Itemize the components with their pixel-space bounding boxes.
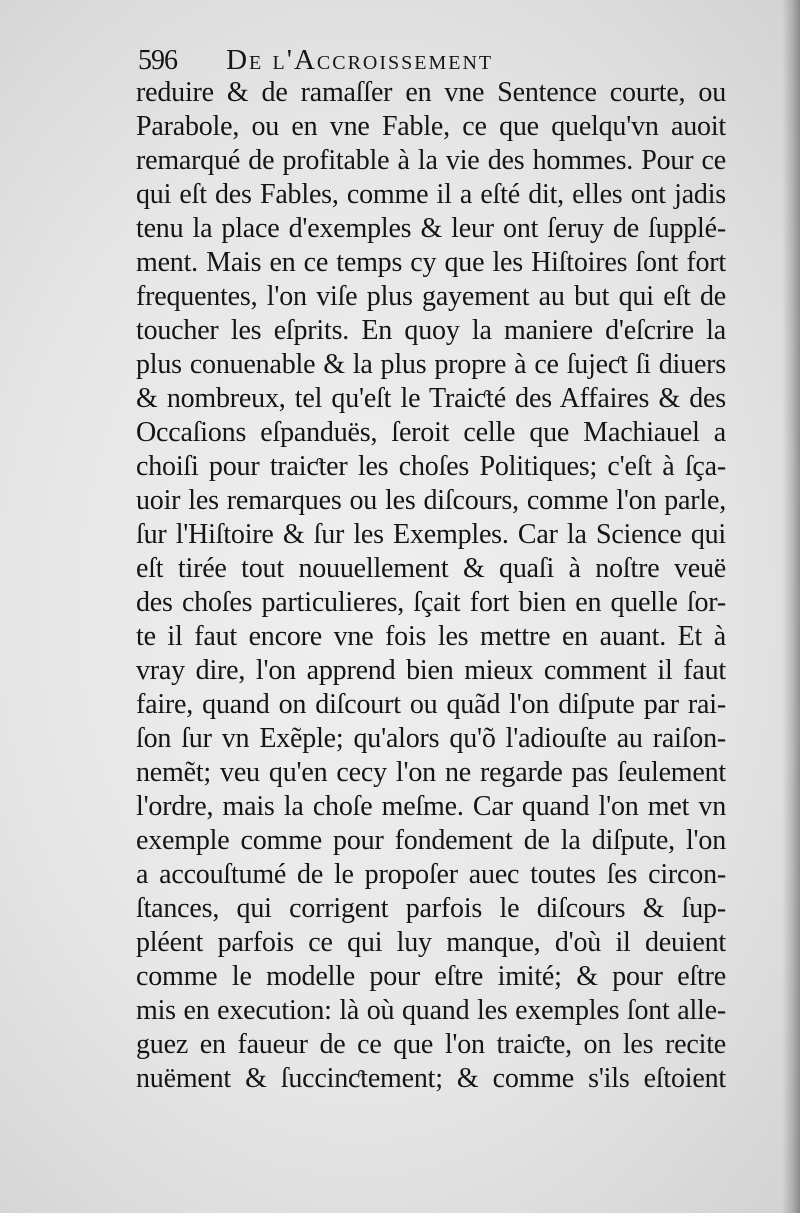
text-line: choiſi pour traiƈter les choſes Politiques; c'eſt à ſça- (136, 451, 726, 482)
text-line: ſon ſur vn Exẽple; qu'alors qu'õ l'adiouſte au raiſon- (136, 723, 726, 754)
text-line: uoir les remarques ou les diſcours, comme l'on parle, (136, 485, 726, 516)
text-line: ment. Mais en ce temps cy que les Hiſtoires ſont fort (136, 247, 726, 278)
text-line: frequentes, l'on viſe plus gayement au but qui eſt de (136, 281, 726, 312)
text-line: reduire & de ramaſſer en vne Sentence courte, ou (136, 77, 726, 108)
text-line: guez en faueur de ce que l'on traiƈte, on les recite (136, 1029, 726, 1060)
text-line: tenu la place d'exemples & leur ont ſeruy de ſupplé- (136, 213, 726, 244)
text-line: ſtances, qui corrigent parfois le diſcours & ſup- (136, 893, 726, 924)
text-line: a accouſtumé de le propoſer auec toutes ſes circon- (136, 859, 726, 890)
text-line: qui eſt des Fables, comme il a eſté dit, elles ont jadis (136, 179, 726, 210)
text-line: exemple comme pour fondement de la diſpute, l'on (136, 825, 726, 856)
text-line: l'ordre, mais la choſe meſme. Car quand l'on met vn (136, 791, 726, 822)
text-line: nuëment & ſuccinƈtement; & comme s'ils eſtoient (136, 1063, 726, 1094)
running-title: De l'Accroissement (226, 44, 494, 76)
text-line: toucher les eſprits. En quoy la maniere d'eſcrire la (136, 315, 726, 346)
text-line: te il faut encore vne fois les mettre en auant. Et à (136, 621, 726, 652)
text-line: mis en execution: là où quand les exemples ſont alle- (136, 995, 726, 1026)
body-text (136, 76, 726, 1096)
text-line: comme le modelle pour eſtre imité; & pour eſtre (136, 961, 726, 992)
text-line: pléent parfois ce qui luy manque, d'où il deuient (136, 927, 726, 958)
text-line: Occaſions eſpanduës, ſeroit celle que Machiauel a (136, 417, 726, 448)
text-line: ſur l'Hiſtoire & ſur les Exemples. Car la Science qui (136, 519, 726, 550)
text-line: nemẽt; veu qu'en cecy l'on ne regarde pas ſeulement (136, 757, 726, 788)
text-line: Parabole, ou en vne Fable, ce que quelqu'vn auoit (136, 111, 726, 142)
text-line: eſt tirée tout nouuellement & quaſi à noſtre veuë (136, 553, 726, 584)
text-line: remarqué de profitable à la vie des hommes. Pour ce (136, 145, 726, 176)
text-line: faire, quand on diſcourt ou quãd l'on diſpute par rai- (136, 689, 726, 720)
text-line: vray dire, l'on apprend bien mieux comment il faut (136, 655, 726, 686)
text-line: des choſes particulieres, ſçait fort bien en quelle ſor- (136, 587, 726, 618)
page-number: 596 (138, 45, 177, 76)
text-line: & nombreux, tel qu'eſt le Traiƈté des Affaires & des (136, 383, 726, 414)
page-gutter-shadow (782, 0, 800, 1213)
text-line: plus conuenable & la plus propre à ce ſujeƈt ſi diuers (136, 349, 726, 380)
